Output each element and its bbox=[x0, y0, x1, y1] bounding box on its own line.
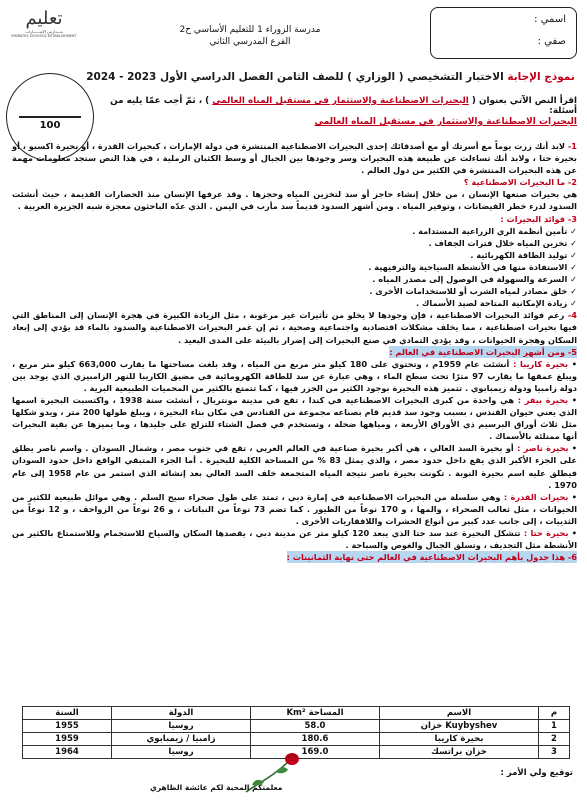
lake-text: أنشئت عام 1959م ، وتحتوي على 180 كيلو متر مربع من المياه ، وقد بلغت مساحتها ما يقارب 663,000 كيلو متر مربع ، ويبلغ عمقها ما يقارب 97 مترًا تحت سطح الماء ، وهي عبارة عن سد للطاقة الكهرومائية في مضيق الكاريبا للنهر الزامبيزي الذي يوجد بين دولة زامبيا ودولة زيمبابوي . تتميز هذه البحيرة بوجود الكثير من الجزر فيها ، كما تتمتع بالكثير من المحميات الطبيعية البرية . bbox=[12, 358, 577, 393]
name-label: اسمي : bbox=[534, 14, 566, 25]
question-2-heading: 2- ما البحيرات الاصطناعية ؟ bbox=[463, 177, 577, 188]
list-item: ✓ تأمين أنظمة الري الزراعية المستدامة . bbox=[12, 225, 577, 237]
table-header-row bbox=[23, 707, 570, 720]
student-info-box bbox=[430, 7, 577, 59]
instruction-after: ) ، ثمّ أجب عمّا يليه من أسئلة: bbox=[110, 96, 577, 116]
paragraph-4-text: رغم فوائد البحيرات الاصطناعية ، فإن وجودها لا يخلو من تأثيرات غير مرغوبة ، مثل الزيادة الكبيرة في هجرة الإنسان إلى المناطق التي فيها بحيرات اصطناعية ، مما يخلف مشكلات اقتصادية واجتماعية وصحية ، ثم إن غمر البحيرات الاصطناعية والسدود بالماء قد يؤدي إلى إبعاد السكان وهجرة الحيوانات ، وقد يؤدي التمادي في صنع البحيرات إلى إضرار بالبيئة على المدى البعيد . bbox=[12, 310, 577, 345]
lake-text: أو بحيرة السد العالي ، هي أكبر بحيرة صناعية في العالم العربي ، تقع في جنوب مصر ، وشمال السودان . واسم ناصر يطلق على الجزء الأكبر الذي يقع داخل حدود مصر ، والذي يمثل 83 % من المساحة الكلية للبحيرة . أما الجزء المتبقي الواقع داخل حدود السودان فيطلق عليه اسم بحيرة النوبة . تكونت بحيرة ناصر نتيجة المياه المتجمعة خلف السد العالي بعد إنشائه الذي استمر من عام 1958 إلى عام 1970 . bbox=[12, 443, 577, 490]
class-label: صفي : bbox=[537, 36, 566, 47]
cell-name: Kuybyshev خزان bbox=[380, 720, 539, 733]
school-branch: الفرع المدرسي الثاني bbox=[209, 37, 291, 47]
lake-name: بحيرة كاريبا : bbox=[513, 358, 569, 369]
cell-num: 3 bbox=[539, 746, 570, 759]
passage-body bbox=[12, 140, 577, 563]
cell-year: 1955 bbox=[23, 720, 112, 733]
list-item: ✓ خلق مصادر لمياه الشرب أو للاستخدامات الأخرى . bbox=[12, 285, 577, 297]
reading-instruction bbox=[90, 96, 577, 116]
question-6-heading: 6- هذا جدول بأهم البحيرات الاصطناعية في العالم حتى نهاية الثمانينات : bbox=[286, 552, 577, 563]
header-country: الدولة bbox=[112, 707, 251, 720]
parent-signature: توقيع ولي الأمر : bbox=[500, 768, 573, 778]
score-value: 100 bbox=[39, 120, 61, 131]
paragraph-1-number: 1- bbox=[567, 141, 577, 151]
lake-text: تتشكل البحيرة عند سد حتا الذي يبعد 120 كيلو متر عن مدينة دبي ، يقصدها السكان والسياح للاستجمام وللاستمتاع بالكثير من الأنشطة مثل التجديف ، وتسلق الجبال والغوص والسباحة . bbox=[12, 528, 577, 551]
cell-country: روسيا bbox=[112, 720, 251, 733]
list-item: ✓ توليد الطاقة الكهربائية . bbox=[12, 249, 577, 261]
teacher-signature: معلمتكم المحبة لكم عائشة الظاهري bbox=[150, 783, 283, 792]
lake-name: بحيرة حتا : bbox=[523, 528, 569, 538]
cell-country: روسيا bbox=[112, 746, 251, 759]
list-item: ✓ السرعة والسهولة في الوصول إلى مصدر المياه . bbox=[12, 273, 577, 285]
logo-mark: تعليم bbox=[25, 8, 63, 29]
table-row bbox=[23, 733, 570, 746]
passage-heading: البحيرات الاصطناعية والاستثمار في مستقبل المياه العالمي bbox=[314, 117, 577, 127]
school-name: مدرسة الزوراء 1 للتعليم الأساسي ح2 bbox=[179, 25, 321, 35]
header-num: م bbox=[539, 707, 570, 720]
lake-item: • بحيرة ناصر : أو بحيرة السد العالي ، هي أكبر بحيرة صناعية في العالم العربي ، تقع في جنوب مصر ، وشمال السودان . واسم ناصر يطلق على الجزء الأكبر الذي يقع داخل حدود مصر ، والذي يمثل 83 % من المساحة الكلية للبحيرة . أما الجزء المتبقي الواقع داخل حدود السودان فيطلق عليه اسم بحيرة النوبة . تكونت بحيرة ناصر نتيجة المياه المتجمعة خلف السد العالي بعد إنشائه الذي استمر من عام 1958 إلى عام 1970 . bbox=[12, 443, 577, 490]
instruction-topic: البحيرات الاصطناعية والاستثمار في مستقبل المياه العالمي bbox=[212, 96, 469, 106]
list-item: ✓ زيادة الإمكانية المتاحة لصيد الأسماك . bbox=[12, 297, 577, 309]
exam-title-rest: الاختبار التشخيصي ( الوزاري ) للصف الثامن الفصل الدراسي الأول 2023 - 2024 bbox=[86, 71, 504, 83]
school-info bbox=[150, 24, 350, 48]
answer-model-label: نموذج الإجابة bbox=[507, 71, 575, 83]
lake-text: وهي سلسلة من البحيرات الاصطناعية في إمارة دبي ، تمتد على طول صحراء سيح السلم . وهي موائل طبيعية للكثير من الحيوانات ، مثل ثعالب الصحراء ، والمها ، و 170 نوعاً من الطيور . كما تضم 73 نوعاً من النباتات ، و 26 نوعاً من الزواحف ، و 12 نوعاً من الثدييات ، إلى جانب عدد كبير من أنواع الحشرات واللافقاريات الأخرى . bbox=[12, 491, 577, 526]
cell-area: 180.6 bbox=[251, 733, 380, 746]
score-divider bbox=[19, 116, 81, 118]
lake-item: • بحيرة كاريبا : أنشئت عام 1959م ، وتحتوي على 180 كيلو متر مربع من المياه ، وقد بلغت مساحتها ما يقارب 663,000 كيلو متر مربع ، ويبلغ عمقها ما يقارب 97 مترًا تحت سطح الماء ، وهي عبارة عن سد للطاقة الكهرومائية في مضيق الكاريبا للنهر الزامبيزي الذي يوجد بين دولة زامبيا ودولة زيمبابوي . تتميز هذه البحيرة بوجود الكثير من الجزر فيها ، كما تتمتع بالكثير من المحميات الطبيعية البرية . bbox=[12, 358, 577, 393]
lake-item: • بحيرة بيفر : هي واحدة من كبرى البحيرات الاصطناعية في كندا ، تقع في مدينة مونتريال ، أنشئت سنة 1938 ، واكتسبت البحيرة اسمها الذي يعني حيوان القندس ، بسبب وجود سد قديم قام بصناعه مجموعة من القنادس في مكان بناء البحيرة ، ويبلغ طولها 200 متر ، ويدو شكلها مثل ثلاث أوراق البرسيم ذي الأوراق الأربعة ، ومياهها ضحلة ، وتستخدم في فصل الشتاء للتزلج على جليدها ، وما يميزها عن بقية البحيرات أنها ممتلئة بالأسماك . bbox=[12, 394, 577, 442]
lake-name: بحيرة بيفر : bbox=[517, 394, 569, 405]
question-5-heading: 5- ومن أشهر البحيرات الاصطناعية في العالم : bbox=[389, 346, 577, 357]
header-name: الاسم bbox=[380, 707, 539, 720]
ministry-logo bbox=[8, 8, 80, 68]
exam-title bbox=[80, 71, 581, 83]
paragraph-4 bbox=[12, 309, 577, 345]
logo-english: EMIRATES SCHOOLS ESTABLISHMENT bbox=[11, 34, 77, 38]
lake-item: • بحيرة حتا : تتشكل البحيرة عند سد حتا الذي يبعد 120 كيلو متر عن مدينة دبي ، يقصدها السكان والسياح للاستجمام وللاستمتاع بالكثير من الأنشطة مثل التجديف ، وتسلق الجبال والغوص والسباحة . bbox=[12, 528, 577, 551]
question-3-heading: 3- فوائد البحيرات : bbox=[500, 213, 577, 224]
lake-name: بحيرة ناصر : bbox=[517, 443, 569, 454]
list-item: ✓ تخزين المياه خلال فترات الجفاف . bbox=[12, 237, 577, 249]
list-item: ✓ الاستفادة منها في الأنشطة السياحية والترفيهية . bbox=[12, 261, 577, 273]
paragraph-1-text: لابد أنك زرت يوماً مع أسرتك أو مع أصدقائك إحدى البحيرات الاصطناعية المنتشرة في دولة الإمارات ، كبحيرات القدرة ، أو بحيرة اكسبو ، أو بحيرة حتا ، ولابد أنك تساءلت عن طبيعة هذه البحيرات وسر وجودها بين الجبال أو وسط الكثبان الرملية ، في هذا النص ستجد معلومات مهمة عن هذه البحيرات المنتشرة في الكثير من دول العالم . bbox=[12, 141, 577, 176]
cell-name: خزان براتسك bbox=[380, 746, 539, 759]
cell-area: 169.0 bbox=[251, 746, 380, 759]
paragraph-1 bbox=[12, 140, 577, 176]
lake-item: • بحيرات القدرة : وهي سلسلة من البحيرات الاصطناعية في إمارة دبي ، تمتد على طول صحراء سيح السلم . وهي موائل طبيعية للكثير من الحيوانات ، مثل ثعالب الصحراء ، والمها ، و 170 نوعاً من الطيور . كما تضم 73 نوعاً من النباتات ، و 26 نوعاً من الزواحف ، و 12 نوعاً من الثدييات ، إلى جانب عدد كبير من أنواع الحشرات واللافقاريات الأخرى . bbox=[12, 491, 577, 526]
cell-num: 1 bbox=[539, 720, 570, 733]
cell-name: بحيرة كاريبا bbox=[380, 733, 539, 746]
lake-text: هي واحدة من كبرى البحيرات الاصطناعية في كندا ، تقع في مدينة مونتريال ، أنشئت سنة 1938 ، واكتسبت البحيرة اسمها الذي يعني حيوان القندس ، بسبب وجود سد قديم قام بصناعه مجموعة من القنادس في مكان بناء البحيرة ، ويبلغ طولها 200 متر ، ويدو شكلها مثل ثلاث أوراق البرسيم ذي الأوراق الأربعة ، ومياهها ضحلة ، وتستخدم في فصل الشتاء للتزلج على جليدها ، وما يميزها عن بقية البحيرات أنها ممتلئة بالأسماك . bbox=[12, 394, 577, 442]
cell-year: 1964 bbox=[23, 746, 112, 759]
cell-num: 2 bbox=[539, 733, 570, 746]
cell-country: زامبيا / زيمبابوي bbox=[112, 733, 251, 746]
cell-year: 1959 bbox=[23, 733, 112, 746]
paragraph-4-number: 4- bbox=[567, 310, 577, 321]
cell-area: 58.0 bbox=[251, 720, 380, 733]
header-year: السنة bbox=[23, 707, 112, 720]
instruction-before: اقرأ النص الآتي بعنوان ( bbox=[471, 96, 577, 106]
header-area: المساحة Km² bbox=[251, 707, 380, 720]
lake-name: بحيرات القدرة : bbox=[503, 491, 569, 502]
table-row bbox=[23, 720, 570, 733]
benefits-list bbox=[12, 225, 577, 310]
logo-subtitle: مـــدارس الإمــــــارات bbox=[25, 29, 63, 34]
paragraph-2: هي بحيرات صنعها الإنسان ، من خلال إنشاء حاجز أو سد لتخزين المياه وحجزها . وقد عرفها الإنسان منذ الحضارات القديمة ، حيث أنشئت السدود لدرء خطر الفيضانات ، وتوفير المياه . ومن أشهر السدود قديماً سد مأرب في اليمن . الذي عدّه الباحثون معجزة شبه الجزيرة العربية . bbox=[12, 189, 577, 212]
